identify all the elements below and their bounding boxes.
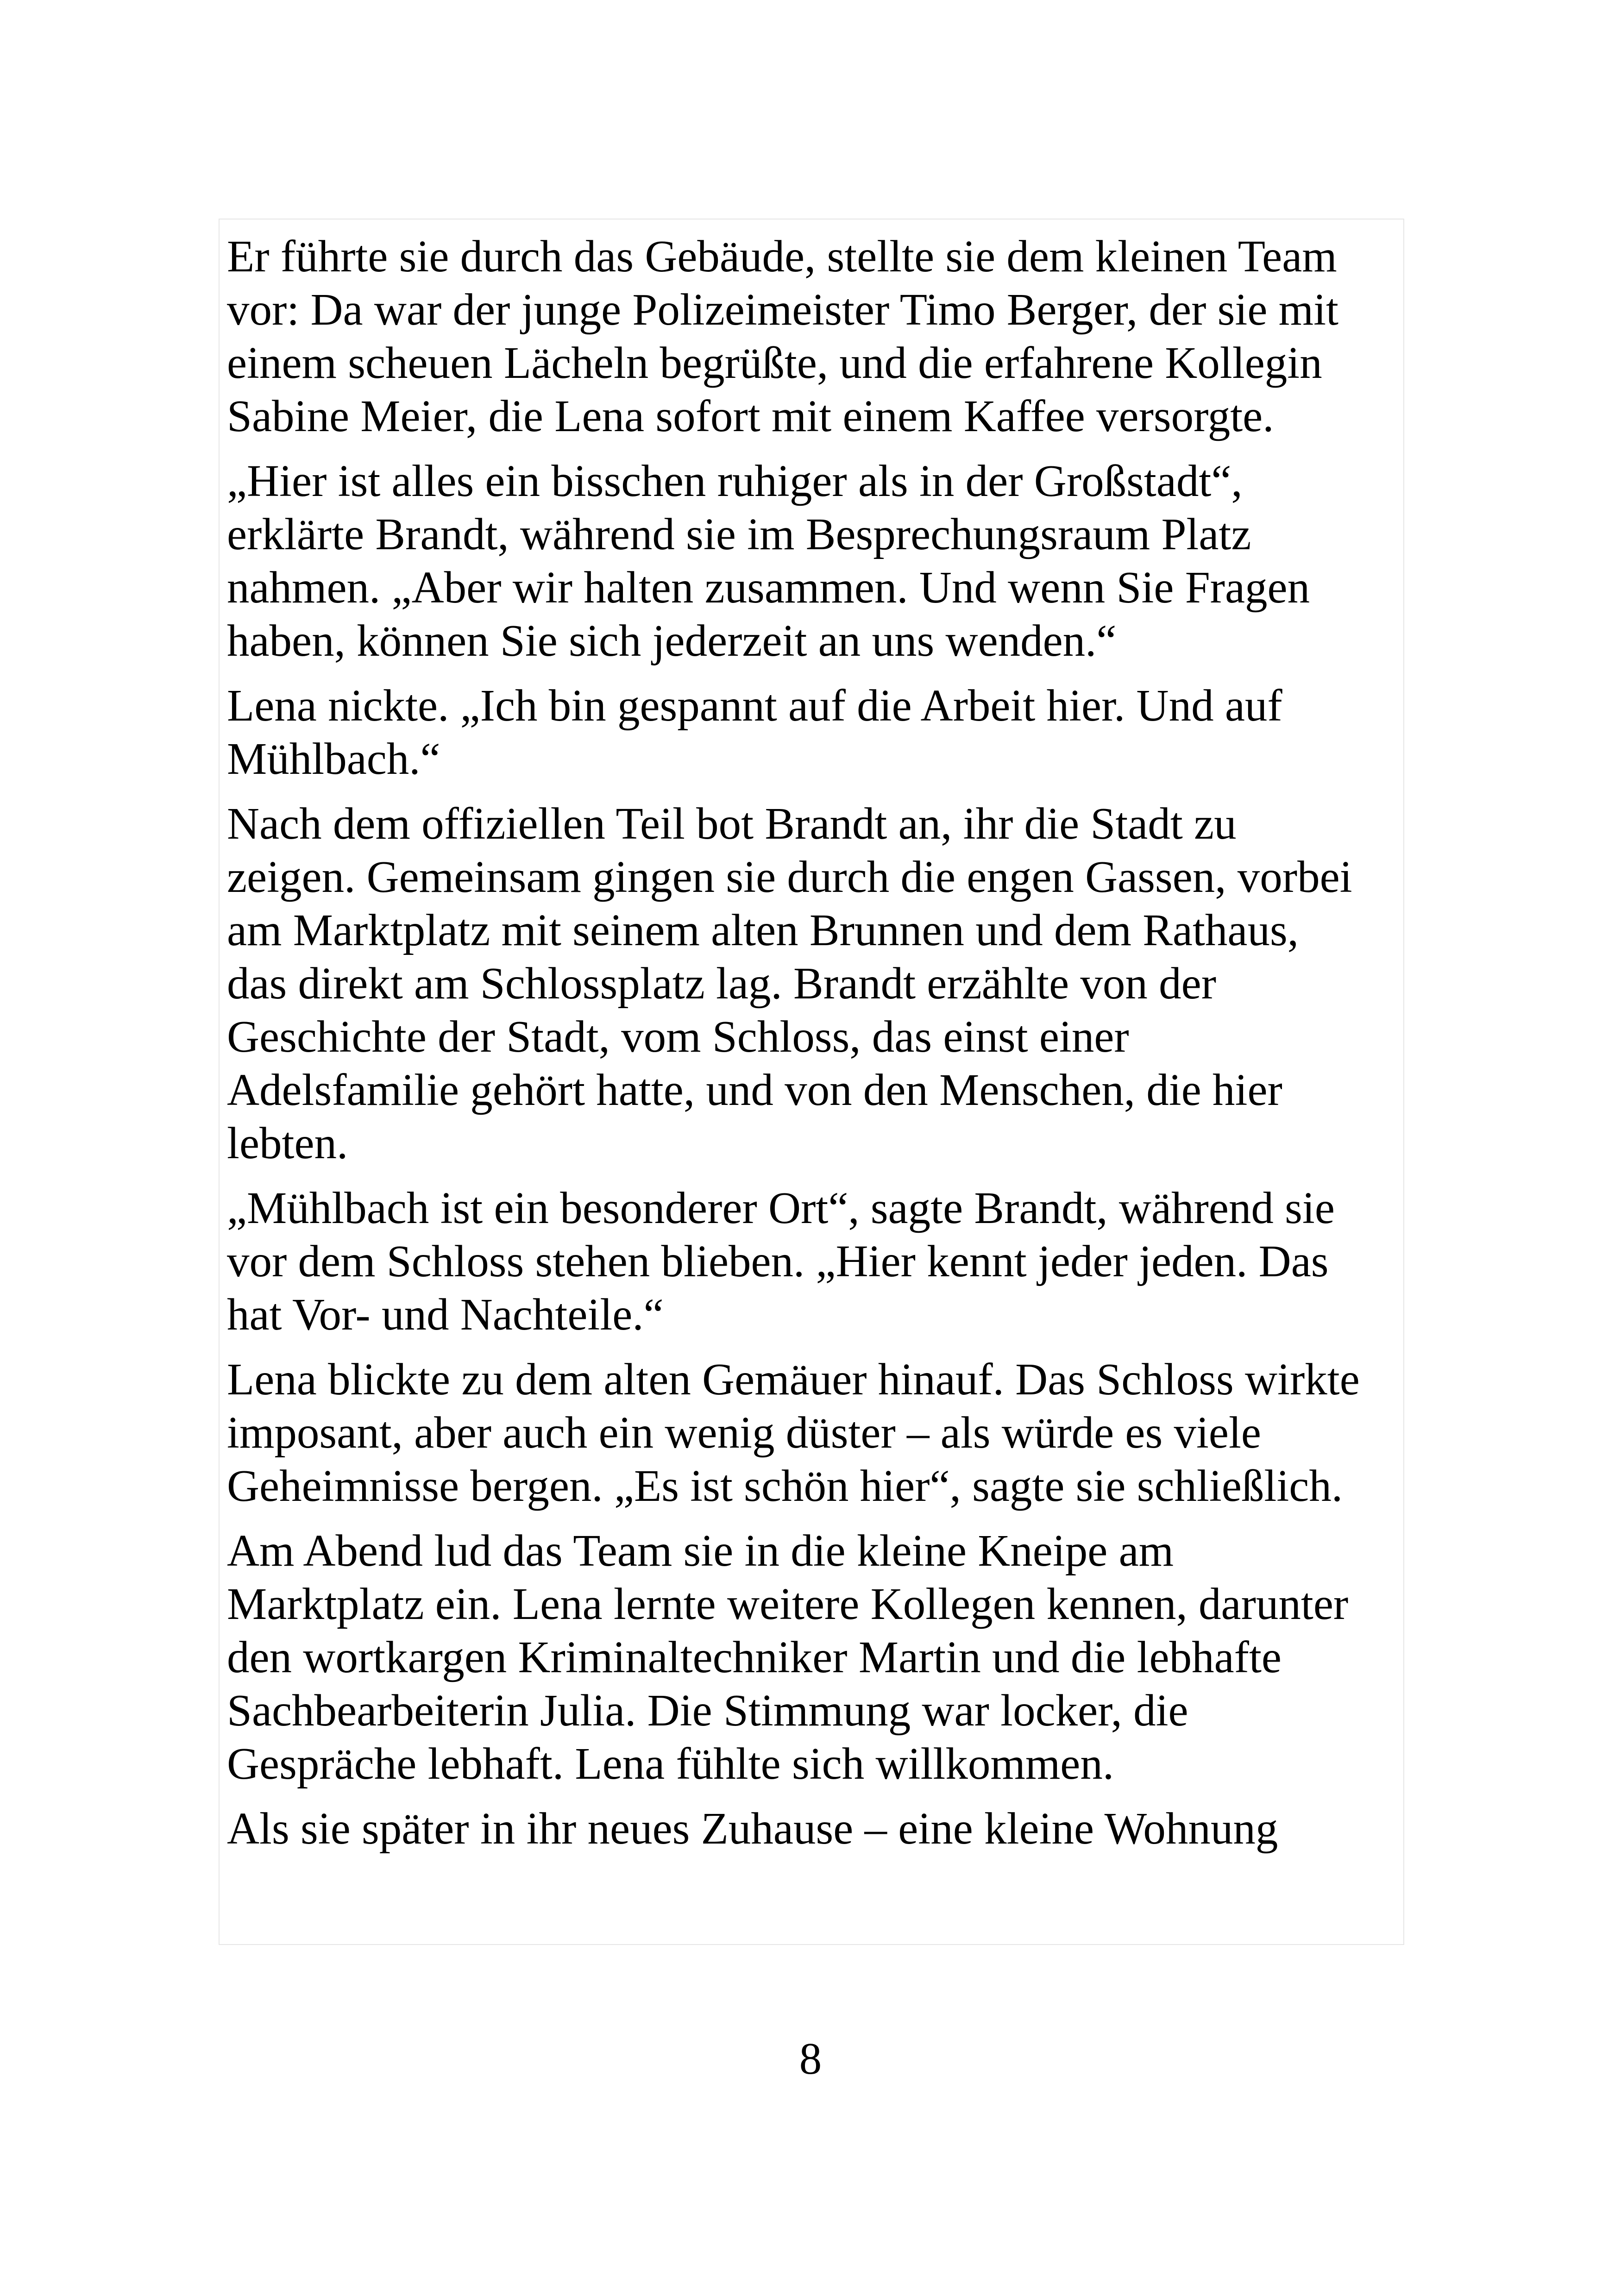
text-line: lebten. <box>227 1118 348 1168</box>
text-line: Mühlbach.“ <box>227 734 440 784</box>
paragraph-5 <box>227 1181 1400 1341</box>
text-line: Gespräche lebhaft. Lena fühlte sich willkommen. <box>227 1739 1114 1788</box>
text-line: zeigen. Gemeinsam gingen sie durch die engen Gassen, vorbei <box>227 852 1352 902</box>
text-line: einem scheuen Lächeln begrüßte, und die erfahrene Kollegin <box>227 338 1322 388</box>
text-line: Sabine Meier, die Lena sofort mit einem Kaffee versorgte. <box>227 391 1274 441</box>
text-line: Geschichte der Stadt, vom Schloss, das einst einer <box>227 1012 1129 1061</box>
text-line: Lena blickte zu dem alten Gemäuer hinauf. Das Schloss wirkte <box>227 1355 1360 1404</box>
paragraph-3 <box>227 679 1400 785</box>
text-line: Marktplatz ein. Lena lernte weitere Kollegen kennen, darunter <box>227 1579 1349 1629</box>
text-line: nahmen. „Aber wir halten zusammen. Und wenn Sie Fragen <box>227 563 1310 612</box>
text-line: das direkt am Schlossplatz lag. Brandt erzählte von der <box>227 959 1217 1008</box>
text-line: imposant, aber auch ein wenig düster – als würde es viele <box>227 1408 1261 1457</box>
text-line: Sachbearbeiterin Julia. Die Stimmung war locker, die <box>227 1686 1188 1735</box>
text-line: vor dem Schloss stehen blieben. „Hier kennt jeder jeden. Das <box>227 1236 1329 1286</box>
text-line: den wortkargen Kriminaltechniker Martin und die lebhafte <box>227 1632 1282 1682</box>
paragraph-2 <box>227 454 1400 667</box>
text-line: vor: Da war der junge Polizeimeister Timo Berger, der sie mit <box>227 285 1338 334</box>
text-line: hat Vor- und Nachteile.“ <box>227 1290 664 1339</box>
text-line: Geheimnisse bergen. „Es ist schön hier“, sagte sie schließlich. <box>227 1461 1343 1511</box>
text-line: „Hier ist alles ein bisschen ruhiger als in der Großstadt“, <box>227 456 1243 506</box>
paragraph-4 <box>227 797 1400 1170</box>
paragraph-8 <box>227 1802 1400 1855</box>
text-line: Als sie später in ihr neues Zuhause – eine kleine Wohnung <box>227 1804 1278 1853</box>
text-line: erklärte Brandt, während sie im Besprechungsraum Platz <box>227 509 1251 559</box>
text-line: „Mühlbach ist ein besonderer Ort“, sagte Brandt, während sie <box>227 1183 1335 1233</box>
text-line: Adelsfamilie gehört hatte, und von den Menschen, die hier <box>227 1065 1282 1115</box>
text-line: Am Abend lud das Team sie in die kleine Kneipe am <box>227 1526 1174 1575</box>
text-line: Lena nickte. „Ich bin gespannt auf die Arbeit hier. Und auf <box>227 681 1282 730</box>
paragraph-6 <box>227 1353 1400 1512</box>
text-line: Nach dem offiziellen Teil bot Brandt an, ihr die Stadt zu <box>227 799 1237 848</box>
text-frame <box>219 219 1404 1945</box>
paragraph-1 <box>227 230 1400 443</box>
text-line: Er führte sie durch das Gebäude, stellte sie dem kleinen Team <box>227 232 1337 281</box>
paragraph-7 <box>227 1524 1400 1790</box>
page-number: 8 <box>799 2034 822 2083</box>
text-line: haben, können Sie sich jederzeit an uns wenden.“ <box>227 616 1117 665</box>
text-line: am Marktplatz mit seinem alten Brunnen und dem Rathaus, <box>227 905 1299 955</box>
